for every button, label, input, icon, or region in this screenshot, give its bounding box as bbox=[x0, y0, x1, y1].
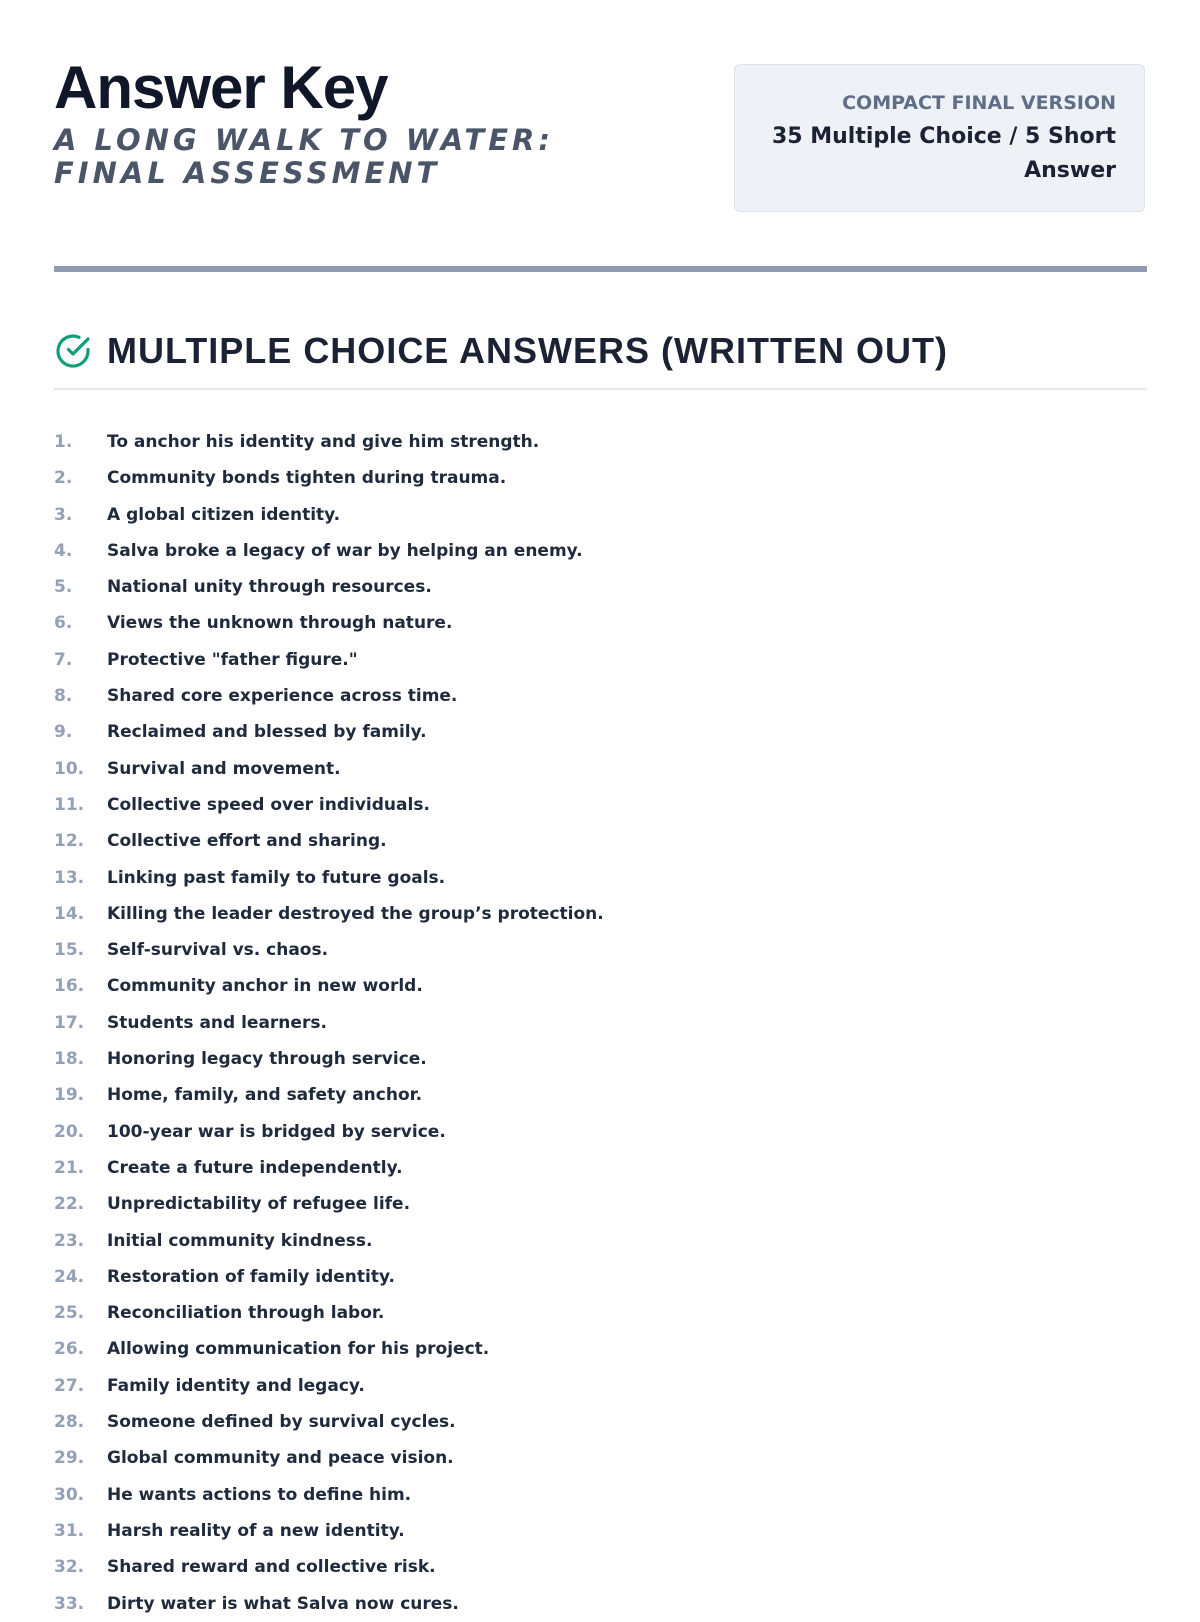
answer-text: Someone defined by survival cycles. bbox=[107, 1412, 456, 1433]
answer-text: Unpredictability of refugee life. bbox=[107, 1194, 411, 1215]
answer-text: Allowing communication for his project. bbox=[107, 1339, 490, 1360]
answer-item bbox=[54, 460, 1147, 496]
answer-text: Restoration of family identity. bbox=[107, 1266, 395, 1287]
answer-number: 17. bbox=[54, 1012, 85, 1033]
answer-item bbox=[54, 860, 1147, 896]
answer-number: 25. bbox=[54, 1303, 85, 1324]
answer-text: Home, family, and safety anchor. bbox=[107, 1085, 423, 1106]
answer-text: Protective "father figure." bbox=[107, 649, 358, 670]
check-circle-icon bbox=[54, 332, 92, 370]
answer-text: Harsh reality of a new identity. bbox=[107, 1520, 405, 1541]
answer-number: 13. bbox=[54, 867, 85, 888]
answer-number: 4. bbox=[54, 540, 73, 561]
answer-text: Shared core experience across time. bbox=[107, 686, 458, 707]
answer-text: Self-survival vs. chaos. bbox=[107, 940, 329, 961]
answer-item bbox=[54, 1114, 1147, 1150]
answer-number: 9. bbox=[54, 722, 73, 743]
answer-item bbox=[54, 1586, 1147, 1622]
answer-number: 2. bbox=[54, 468, 73, 489]
answer-number: 15. bbox=[54, 940, 85, 961]
answer-text: He wants actions to define him. bbox=[107, 1484, 412, 1505]
answer-list bbox=[54, 424, 1147, 1622]
answer-item bbox=[54, 1477, 1147, 1513]
answer-number: 3. bbox=[54, 504, 73, 525]
answer-text: Reclaimed and blessed by family. bbox=[107, 722, 427, 743]
answer-item bbox=[54, 678, 1147, 714]
answer-item bbox=[54, 1440, 1147, 1476]
answer-text: Community anchor in new world. bbox=[107, 976, 423, 997]
answer-text: 100-year war is bridged by service. bbox=[107, 1121, 446, 1142]
answer-number: 14. bbox=[54, 903, 85, 924]
answer-text: Honoring legacy through service. bbox=[107, 1049, 427, 1070]
answer-number: 1. bbox=[54, 432, 73, 452]
answer-number: 22. bbox=[54, 1194, 85, 1215]
answer-text: Killing the leader destroyed the group’s protection. bbox=[107, 903, 604, 924]
answer-item bbox=[54, 968, 1147, 1004]
answer-number: 21. bbox=[54, 1157, 85, 1178]
version-info-box bbox=[734, 64, 1145, 212]
answer-item bbox=[54, 1404, 1147, 1440]
answer-item bbox=[54, 751, 1147, 787]
answer-item bbox=[54, 1368, 1147, 1404]
answer-text: Views the unknown through nature. bbox=[107, 613, 453, 634]
answer-item bbox=[54, 714, 1147, 750]
answer-number: 11. bbox=[54, 794, 85, 815]
answer-text: Dirty water is what Salva now cures. bbox=[107, 1593, 459, 1614]
answer-number: 29. bbox=[54, 1448, 85, 1469]
answer-number: 30. bbox=[54, 1484, 85, 1505]
answer-item bbox=[54, 787, 1147, 823]
answer-number: 24. bbox=[54, 1266, 85, 1287]
answer-text: Initial community kindness. bbox=[107, 1230, 373, 1251]
answer-number: 16. bbox=[54, 976, 85, 997]
answer-item bbox=[54, 1150, 1147, 1186]
answer-key-page bbox=[54, 0, 1147, 1614]
answer-text: Survival and movement. bbox=[107, 758, 341, 779]
answer-number: 18. bbox=[54, 1049, 85, 1070]
answer-number: 6. bbox=[54, 613, 73, 634]
page-subtitle: A LONG WALK TO WATER: FINAL ASSESSMENT bbox=[54, 123, 554, 190]
answer-number: 32. bbox=[54, 1557, 85, 1578]
answer-item bbox=[54, 1041, 1147, 1077]
answer-number: 26. bbox=[54, 1339, 85, 1360]
answer-item bbox=[54, 1223, 1147, 1259]
answer-number: 27. bbox=[54, 1375, 85, 1396]
answer-text: Salva broke a legacy of war by helping an enemy. bbox=[107, 540, 583, 561]
answer-number: 7. bbox=[54, 649, 73, 670]
answer-item bbox=[54, 424, 1147, 460]
answer-item bbox=[54, 605, 1147, 641]
answer-item bbox=[54, 1186, 1147, 1222]
answer-number: 28. bbox=[54, 1412, 85, 1433]
answer-text: Global community and peace vision. bbox=[107, 1448, 454, 1469]
answer-text: Community bonds tighten during trauma. bbox=[107, 468, 507, 489]
answer-item bbox=[54, 1005, 1147, 1041]
answer-number: 20. bbox=[54, 1121, 85, 1142]
answer-text: A global citizen identity. bbox=[107, 504, 341, 525]
answer-text: Reconciliation through labor. bbox=[107, 1303, 385, 1324]
answer-number: 19. bbox=[54, 1085, 85, 1106]
answer-number: 10. bbox=[54, 758, 85, 779]
answer-number: 5. bbox=[54, 577, 73, 598]
answer-number: 33. bbox=[54, 1593, 85, 1614]
answer-text: Shared reward and collective risk. bbox=[107, 1557, 436, 1578]
answer-item bbox=[54, 896, 1147, 932]
answer-text: Create a future independently. bbox=[107, 1157, 403, 1178]
answer-text: Family identity and legacy. bbox=[107, 1375, 365, 1396]
answer-text: National unity through resources. bbox=[107, 577, 432, 598]
answer-item bbox=[54, 569, 1147, 605]
answer-item bbox=[54, 1331, 1147, 1367]
answer-text: Collective speed over individuals. bbox=[107, 794, 430, 815]
answer-item bbox=[54, 1513, 1147, 1549]
answer-text: Students and learners. bbox=[107, 1012, 327, 1033]
answer-item bbox=[54, 533, 1147, 569]
version-label: COMPACT FINAL VERSION bbox=[842, 92, 1116, 114]
answer-item bbox=[54, 1295, 1147, 1331]
answer-number: 12. bbox=[54, 831, 85, 852]
answer-item bbox=[54, 823, 1147, 859]
header-divider bbox=[54, 266, 1147, 272]
answer-item bbox=[54, 497, 1147, 533]
page-title: Answer Key bbox=[54, 54, 388, 121]
section-header bbox=[54, 326, 1147, 390]
answer-number: 8. bbox=[54, 686, 73, 707]
answer-item bbox=[54, 1077, 1147, 1113]
answer-text: Collective effort and sharing. bbox=[107, 831, 387, 852]
version-detail: 35 Multiple Choice / 5 Short Answer bbox=[771, 124, 1116, 183]
answer-text: To anchor his identity and give him strength. bbox=[107, 432, 540, 452]
answer-item bbox=[54, 1549, 1147, 1585]
page-header bbox=[54, 52, 1147, 222]
answer-text: Linking past family to future goals. bbox=[107, 867, 446, 888]
answer-item bbox=[54, 642, 1147, 678]
answer-number: 31. bbox=[54, 1520, 85, 1541]
answer-number: 23. bbox=[54, 1230, 85, 1251]
answer-item bbox=[54, 1259, 1147, 1295]
answer-item bbox=[54, 932, 1147, 968]
section-title: MULTIPLE CHOICE ANSWERS (WRITTEN OUT) bbox=[107, 330, 948, 371]
